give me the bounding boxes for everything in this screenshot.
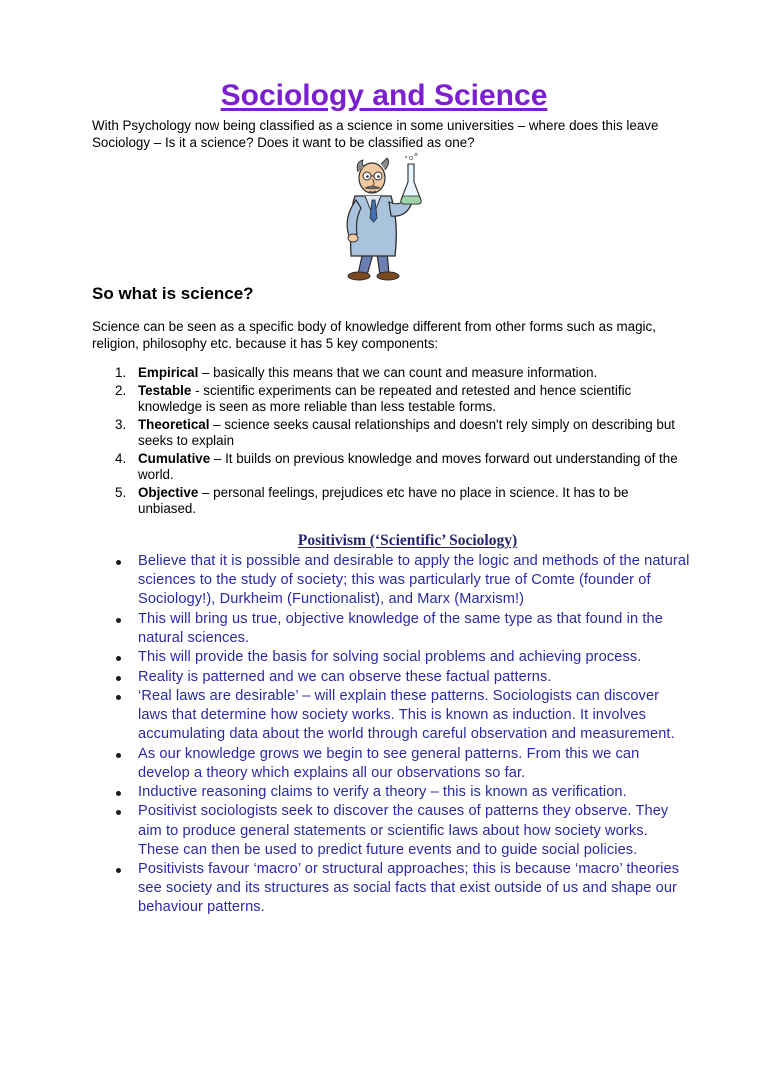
list-item	[92, 451, 682, 483]
bullet-icon	[116, 868, 121, 873]
list-number: 2.	[115, 383, 127, 399]
list-item	[92, 648, 692, 667]
list-item	[92, 802, 692, 860]
section-heading: So what is science?	[92, 284, 254, 303]
component-term: Cumulative	[138, 451, 211, 467]
scientist-illustration	[325, 152, 447, 282]
section-paragraph: Science can be seen as a specific body of knowledge different from other forms such as magic, religion, philosophy etc. because it has 5 key components:	[92, 319, 656, 351]
list-number: 4.	[115, 451, 127, 467]
component-term: Theoretical	[138, 417, 210, 433]
bullet-icon	[116, 695, 121, 700]
list-item	[92, 668, 692, 687]
bullet-icon	[116, 618, 121, 623]
bullet-text: Believe that it is possible and desirable to apply the logic and methods of the natural sciences to the study of society; this was particularly true of Comte (founder of Sociology!), Durkheim (Functionalist), and Marx (Marxism!)	[138, 553, 690, 608]
bullet-text: Positivist sociologists seek to discover the causes of patterns they observe. They aim to produce general statements or scientific laws about how society works. These can then be used to predict future events and to guide social policies.	[138, 803, 669, 858]
scientist-icon	[325, 152, 447, 282]
component-text: – personal feelings, prejudices etc have no place in science. It has to be unbiased.	[138, 485, 629, 516]
component-text: – It builds on previous knowledge and moves forward out understanding of the world.	[138, 451, 678, 482]
bullet-icon	[116, 656, 121, 661]
components-list	[92, 365, 682, 519]
component-term: Objective	[138, 485, 199, 501]
list-item	[92, 783, 692, 802]
component-text: – basically this means that we can count and measure information.	[198, 365, 598, 380]
intro-paragraph: With Psychology now being classified as a science in some universities – where does this leave Sociology – Is it a science? Does it want to be classified as one?	[92, 118, 659, 150]
component-term: Empirical	[138, 365, 199, 380]
list-item	[92, 485, 682, 517]
bullet-text: Reality is patterned and we can observe these factual patterns.	[138, 668, 552, 685]
list-number: 1.	[115, 365, 127, 380]
bullet-icon	[116, 791, 121, 796]
component-term: Testable	[138, 383, 192, 399]
positivism-list	[92, 552, 692, 918]
positivism-heading-text: Positivism (‘Scientific’ Sociology)	[297, 532, 518, 549]
positivism-heading	[0, 531, 768, 551]
list-item	[92, 552, 692, 610]
list-item	[92, 860, 692, 918]
bullet-icon	[116, 753, 121, 758]
list-number: 3.	[115, 417, 127, 433]
list-item	[92, 383, 682, 415]
bullet-text: As our knowledge grows we begin to see general patterns. From this we can develop a theory which explains all our observations so far.	[138, 745, 640, 781]
component-text: – science seeks causal relationships and doesn't rely simply on describing but seeks to explain	[138, 417, 675, 448]
list-number: 5.	[115, 485, 127, 501]
component-text: - scientific experiments can be repeated and retested and hence scientific knowledge is seen as more reliable than less testable forms.	[138, 383, 632, 414]
page-title: Sociology and Science	[220, 79, 548, 112]
bullet-text: Positivists favour ‘macro’ or structural approaches; this is because ‘macro’ theories see society and its structures as social facts that exist outside of us and shape our behaviour patterns.	[138, 861, 680, 916]
bullet-icon	[116, 810, 121, 815]
list-item	[92, 610, 692, 648]
bullet-icon	[116, 676, 121, 681]
list-item	[92, 417, 682, 449]
bullet-text: ‘Real laws are desirable’ – will explain these patterns. Sociologists can discover laws that determine how society works. This is known as induction. It involves accumulating data about the world through careful observation and measurement.	[138, 687, 675, 743]
bullet-icon	[116, 560, 121, 565]
list-item	[92, 687, 692, 745]
bullet-text: Inductive reasoning claims to verify a theory – this is known as verification.	[138, 784, 627, 800]
list-item	[92, 745, 692, 783]
bullet-text: This will bring us true, objective knowledge of the same type as that found in the natural sciences.	[138, 610, 663, 646]
bullet-text: This will provide the basis for solving social problems and achieving process.	[138, 649, 642, 666]
list-item	[92, 365, 682, 381]
